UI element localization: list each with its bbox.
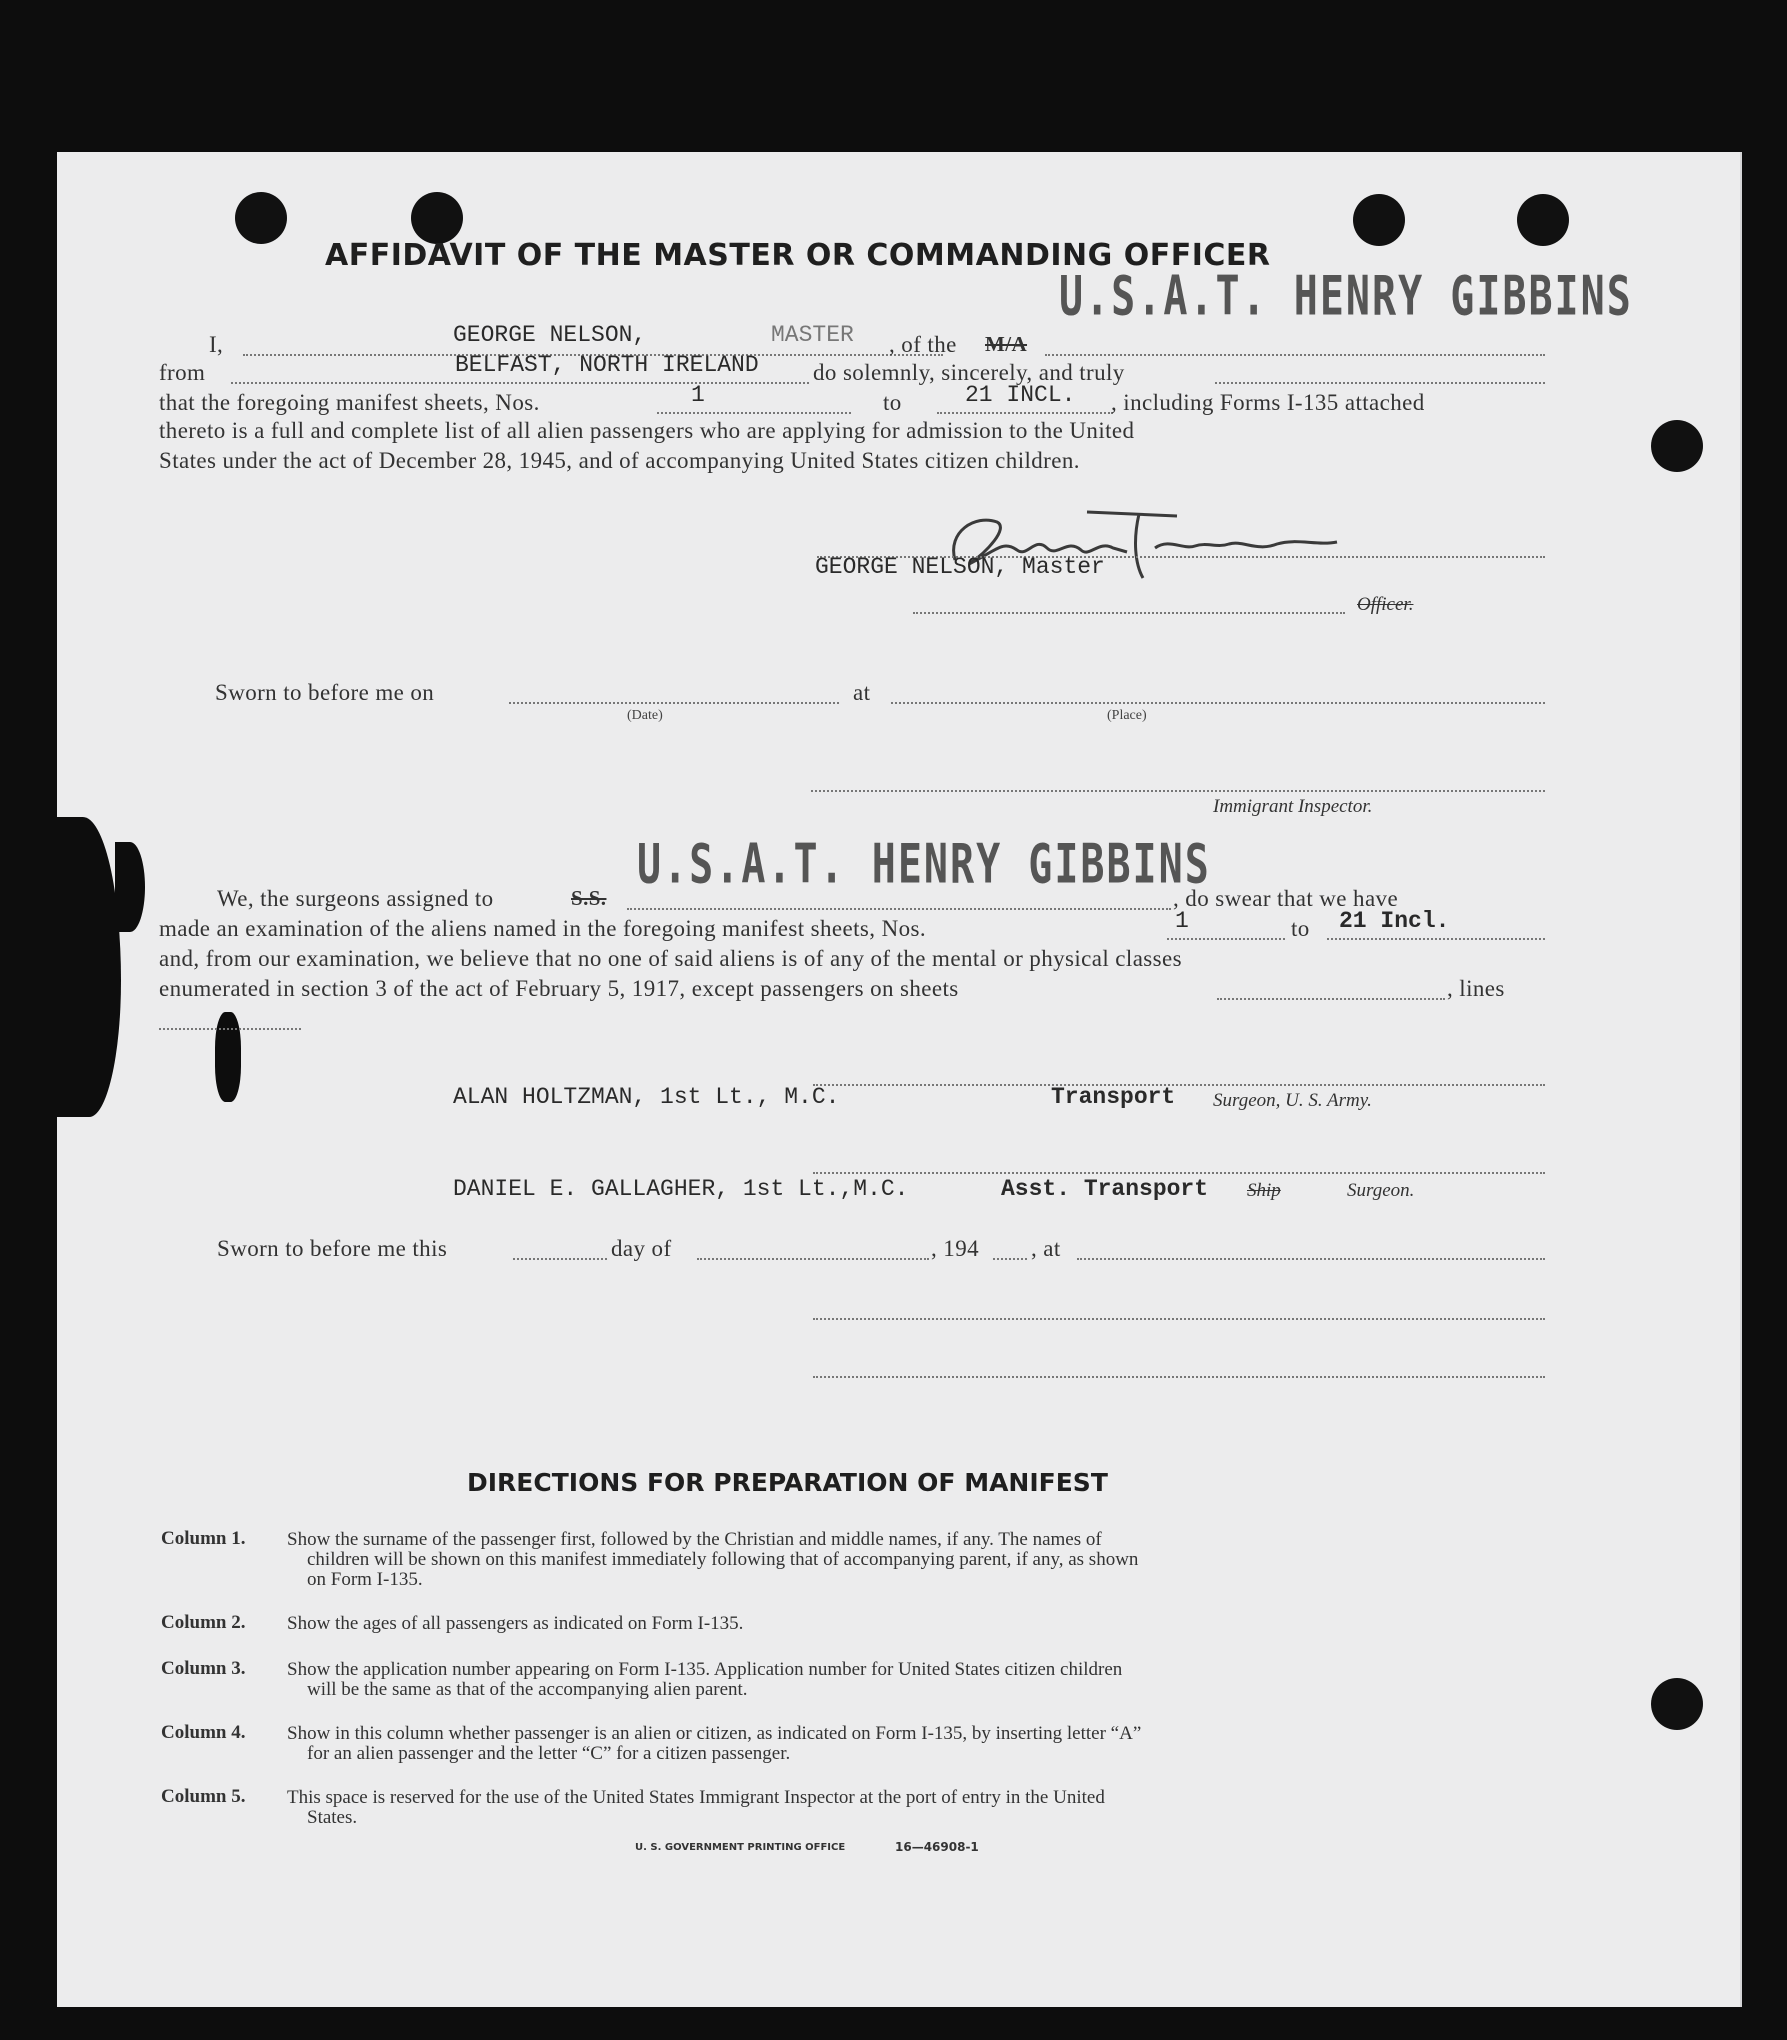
surgeon-to-label: to (1291, 916, 1310, 941)
belief-text: and, from our examination, we believe that no one of said aliens is of any of the mental or physical classes (159, 946, 1182, 971)
to-label: to (883, 390, 902, 415)
column-4-text-2: for an alien passenger and the letter “C” for a citizen passenger. (307, 1743, 791, 1764)
surgeon2-role: Asst. Transport (1001, 1176, 1209, 1202)
printer-imprint: U. S. GOVERNMENT PRINTING OFFICE (635, 1842, 846, 1853)
punch-hole (1353, 194, 1405, 246)
surgeon-vessel-line (627, 908, 1171, 910)
punch-hole (1651, 420, 1703, 472)
from-place: BELFAST, NORTH IRELAND (455, 352, 759, 378)
surgeon-sheet-to-line (1327, 938, 1545, 940)
place-caption: (Place) (1107, 708, 1147, 723)
day-of-label: day of (611, 1236, 672, 1261)
directions-title: DIRECTIONS FOR PREPARATION OF MANIFEST (467, 1468, 1108, 1497)
signature-typed: GEORGE NELSON, Master (815, 554, 1105, 580)
sheets-text: that the foregoing manifest sheets, Nos. (159, 390, 540, 415)
date-line (509, 702, 839, 704)
punch-hole (235, 192, 287, 244)
form-title: AFFIDAVIT OF THE MASTER OR COMMANDING OFFICER (325, 238, 1271, 273)
surgeon1-caption: Surgeon, U. S. Army. (1213, 1090, 1372, 1111)
sworn2-at-label: , at (1031, 1236, 1061, 1261)
column-4-text-1: Show in this column whether passenger is an alien or citizen, as indicated on Form I-135, by inserting letter “A” (287, 1723, 1142, 1744)
solemnly-text: do solemnly, sincerely, and truly (813, 360, 1125, 385)
place-line (891, 702, 1545, 704)
sworn2-label: Sworn to before me this (217, 1236, 448, 1261)
surgeon2-name: DANIEL E. GALLAGHER, 1st Lt.,M.C. (453, 1176, 909, 1202)
column-2-text-1: Show the ages of all passengers as indicated on Form I-135. (287, 1613, 744, 1634)
column-3-text-2: will be the same as that of the accompanying alien parent. (307, 1679, 748, 1700)
swear-text: , do swear that we have (1173, 886, 1399, 911)
surgeon-vessel-stamp: U.S.A.T. HENRY GIBBINS (637, 833, 1211, 896)
sheet-to: 21 INCL. (965, 382, 1076, 408)
surgeon-sheet-from: 1 (1175, 908, 1189, 934)
sworn2-place-line (1077, 1258, 1545, 1260)
vessel-stamp: U.S.A.T. HENRY GIBBINS (1059, 265, 1633, 328)
column-1-text-3: on Form I-135. (307, 1569, 423, 1590)
inspector-caption: Immigrant Inspector. (1213, 796, 1373, 817)
vessel-line (1045, 354, 1545, 356)
examination-text: made an examination of the aliens named in the foregoing manifest sheets, Nos. (159, 916, 926, 941)
torn-edge (215, 1012, 241, 1102)
vessel-prefix-struck: M/A (985, 332, 1028, 356)
statement-line-5: States under the act of December 28, 1945, and of accompanying United States citizen children. (159, 448, 1080, 473)
master-title: MASTER (771, 322, 854, 348)
punch-hole (411, 192, 463, 244)
punch-hole (1651, 1678, 1703, 1730)
column-5-text-2: States. (307, 1807, 358, 1828)
torn-edge (1747, 842, 1787, 1142)
forms-text: , including Forms I-135 attached (1111, 390, 1425, 415)
sheet-to-line (937, 412, 1113, 414)
date-caption: (Date) (627, 708, 663, 723)
master-signature (877, 492, 1347, 602)
from-label: from (159, 360, 206, 385)
surgeon-sheet-to: 21 Incl. (1339, 908, 1450, 934)
torn-edge (51, 817, 121, 1117)
column-5-text-1: This space is reserved for the use of the United States Immigrant Inspector at the port of entry in the United (287, 1787, 1105, 1808)
surgeon-sheet-from-line (1167, 938, 1285, 940)
officer-struck: Officer. (1357, 594, 1414, 615)
at-label: at (853, 680, 871, 705)
enumerated-text: enumerated in section 3 of the act of February 5, 1917, except passengers on sheets (159, 976, 959, 1001)
column-1-text-1: Show the surname of the passenger first, followed by the Christian and middle names, if any. The names of (287, 1529, 1102, 1550)
inspector-line (811, 790, 1545, 792)
lines-line (159, 1028, 301, 1030)
form-sheet (57, 152, 1742, 2007)
day-line (513, 1258, 607, 1260)
master-name: GEORGE NELSON, (453, 322, 647, 348)
surgeon2-struck: Ship (1247, 1180, 1281, 1201)
of-the-label: , of the (889, 332, 957, 357)
officer-line (913, 612, 1345, 614)
sworn2-signature-line-1 (813, 1318, 1545, 1320)
form-number: 16—46908-1 (895, 1840, 979, 1854)
year-line (993, 1258, 1027, 1260)
column-1-label: Column 1. (161, 1528, 246, 1549)
from-line (231, 382, 809, 384)
sheet-from-line (657, 412, 851, 414)
except-sheets-line (1217, 998, 1445, 1000)
surgeon1-name: ALAN HOLTZMAN, 1st Lt., M.C. (453, 1084, 840, 1110)
column-5-label: Column 5. (161, 1786, 246, 1807)
blank-line (1215, 382, 1545, 384)
column-3-label: Column 3. (161, 1658, 246, 1679)
sworn2-signature-line-2 (813, 1376, 1545, 1378)
year-label: , 194 (931, 1236, 979, 1261)
month-line (697, 1258, 929, 1260)
statement-line-4: thereto is a full and complete list of all alien passengers who are applying for admission to the United (159, 418, 1135, 443)
surgeon2-line (813, 1172, 1545, 1174)
column-1-text-2: children will be shown on this manifest immediately following that of accompanying parent, if any, as shown (307, 1549, 1139, 1570)
sworn-label: Sworn to before me on (215, 680, 435, 705)
surgeon2-caption: Surgeon. (1347, 1180, 1415, 1201)
column-4-label: Column 4. (161, 1722, 246, 1743)
lines-label: , lines (1447, 976, 1505, 1001)
sheet-from: 1 (691, 382, 705, 408)
punch-hole (1517, 194, 1569, 246)
i-label: I, (209, 332, 224, 357)
surgeons-text: We, the surgeons assigned to (217, 886, 494, 911)
surgeon1-role: Transport (1051, 1084, 1176, 1110)
column-2-label: Column 2. (161, 1612, 246, 1633)
torn-edge (115, 842, 145, 932)
surgeon-vessel-prefix: S.S. (571, 886, 607, 910)
surgeon1-line (813, 1084, 1545, 1086)
column-3-text-1: Show the application number appearing on Form I-135. Application number for United States citizen children (287, 1659, 1123, 1680)
